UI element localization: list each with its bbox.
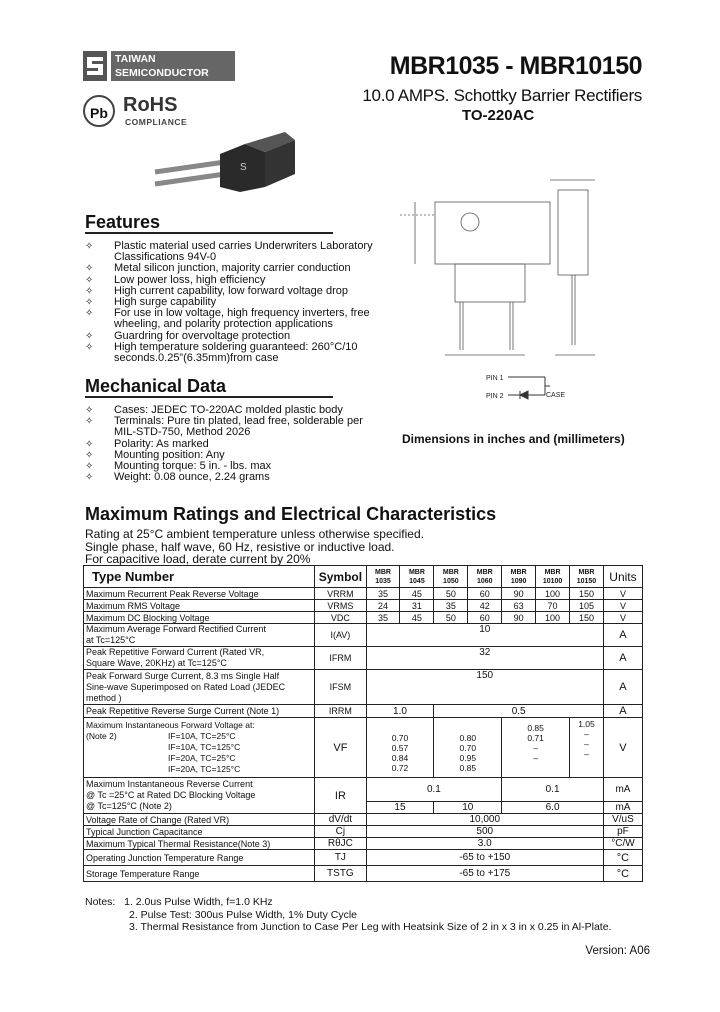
value-cell: 50 [434,588,468,600]
table-row [84,826,643,838]
param-label: Maximum DC Blocking Voltage [84,612,315,624]
list-item: ✧ Low power loss, high efficiency [85,273,266,286]
param-symbol: VF [315,718,366,778]
rating-conditions [85,528,424,566]
part-header: MBR 1035 [366,566,400,588]
unit-cell: A [603,670,642,705]
value-cell: 45 [400,612,434,624]
ratings-table [83,565,643,882]
ratings-heading: Maximum Ratings and Electrical Characteristics [85,504,497,524]
rohs-label: RoHS [123,94,178,116]
value-cell: 35 [366,612,400,624]
table-row [84,814,643,826]
param-label: Maximum Typical Thermal Resistance(Note 3) [84,838,315,850]
unit-cell: pF [603,826,642,838]
param-symbol: IR [315,778,366,814]
note-3: 3. Thermal Resistance from Junction to Case Per Leg with Heatsink Size of 2 in x 3 in x 0.25 in Al-Plate. [129,921,612,933]
brand-line2: SEMICONDUCTOR [115,67,209,79]
note-2: 2. Pulse Test: 300us Pulse Width, 1% Duty Cycle [129,908,357,921]
param-label: Maximum Instantaneous Forward Voltage at: (Note 2) IF=10A, TC=25°C IF=10A, TC=125°C IF=20A, TC=25°C IF=20A, TC=125°C [84,718,315,778]
pin1-label: PIN 1 [486,375,504,382]
value-cell: 60 [468,612,502,624]
param-symbol: dV/dt [315,814,366,826]
list-item: ✧ High current capability, low forward voltage drop [85,284,348,297]
param-label: Maximum Average Forward Rectified Current at Tc=125°C [84,624,315,647]
to220-package-icon [150,132,300,192]
param-symbol: Cj [315,826,366,838]
list-item: ✧ Guardring for overvoltage protection [85,329,291,342]
page-title: MBR1035 - MBR10150 [389,52,642,80]
pin2-label: PIN 2 [486,393,504,400]
unit-cell: mA [603,802,642,814]
unit-cell: V [603,600,642,612]
value-cell: 10 [366,624,603,647]
param-label: Voltage Rate of Change (Rated VR) [84,814,315,826]
unit-cell: A [603,647,642,670]
list-item: ✧ Cases: JEDEC TO-220AC molded plastic body [85,404,343,416]
company-logo [83,51,235,81]
rating-note-1: Rating at 25°C ambient temperature unless otherwise specified. [85,527,424,541]
list-item: ✧ For use in low voltage, high frequency inverters, free wheeling, and polarity protection applications [85,307,370,331]
features-heading: Features [85,212,161,232]
list-item: ✧ Metal silicon junction, majority carrier conduction [85,262,351,275]
ts-logo-icon [83,51,107,81]
value-cell: 10 [434,802,502,814]
table-row [84,718,643,778]
value-cell: 60 [468,588,502,600]
value-cell: 105 [570,600,604,612]
value-cell: 150 [570,612,604,624]
value-cell: 0.1 [366,778,502,802]
value-cell: 0.85 0.71 – – [502,718,570,778]
table-row [84,778,643,790]
mechanical-list [85,405,375,483]
list-item: ✧ Mounting torque: 5 in. - lbs. max [85,460,272,473]
package-name: TO-220AC [462,107,535,124]
value-cell: 24 [366,600,400,612]
company-name [111,51,235,81]
param-label: Typical Junction Capacitance [84,826,315,838]
case-label: CASE [546,392,566,399]
table-row [84,670,643,705]
unit-cell: °C [603,850,642,866]
notes-label: Notes: [85,896,116,908]
value-cell: 32 [366,647,603,670]
table-header-row [84,566,643,588]
list-item: ✧ High temperature soldering guaranteed: 260°C/10 seconds.0.25”(6.35mm)from case [85,340,358,365]
pb-free-icon: Pb [83,95,115,127]
param-label: Operating Junction Temperature Range [84,850,315,866]
value-cell: 63 [502,600,536,612]
param-label: Peak Repetitive Reverse Surge Current (Note 1) [84,705,315,718]
units-header: Units [603,566,642,588]
param-label: Peak Repetitive Forward Current (Rated VR, Square Wave, 20KHz) at Tc=125°C [84,647,315,670]
dimension-note: Dimensions in inches and (millimeters) [402,432,625,446]
value-cell: 6.0 [502,802,604,814]
value-cell: -65 to +150 [366,850,603,866]
part-header: MBR 10150 [570,566,604,588]
value-cell: 90 [502,588,536,600]
table-row [84,624,643,647]
table-row [84,866,643,882]
param-symbol: I(AV) [315,624,366,647]
value-cell: 90 [502,612,536,624]
unit-cell: mA [603,778,642,802]
unit-cell: °C/W [603,838,642,850]
param-symbol: VRRM [315,588,366,600]
value-cell: 0.80 0.70 0.95 0.85 [434,718,502,778]
value-cell: 70 [536,600,570,612]
value-cell: 0.1 [502,778,604,802]
version-label: Version: A06 [585,945,650,957]
value-cell: 10,000 [366,814,603,826]
unit-cell: °C [603,866,642,882]
unit-cell: A [603,705,642,718]
notes [85,896,611,934]
brand-line1: TAIWAN [115,53,156,65]
param-symbol: VRMS [315,600,366,612]
value-cell: 50 [434,612,468,624]
value-cell: 31 [400,600,434,612]
rating-note-2: Single phase, half wave, 60 Hz, resistive or inductive load. [85,539,395,554]
param-symbol: TSTG [315,866,366,882]
param-label: Maximum Recurrent Peak Reverse Voltage [84,588,315,600]
part-header: MBR 1060 [468,566,502,588]
part-header: MBR 1050 [434,566,468,588]
value-cell: 1.05 – – – [570,718,604,778]
list-item: ✧ Terminals: Pure tin plated, lead free, solderable per MIL-STD-750, Method 2026 [85,415,363,439]
param-symbol: VDC [315,612,366,624]
unit-cell: V [603,588,642,600]
param-label: Storage Temperature Range [84,866,315,882]
page-subtitle: 10.0 AMPS. Schottky Barrier Rectifiers [362,86,642,105]
param-symbol: IFRM [315,647,366,670]
param-label: Maximum RMS Voltage [84,600,315,612]
features-divider [85,232,333,234]
mechanical-divider [85,396,333,398]
type-number-header: Type Number [84,566,315,588]
param-symbol: TJ [315,850,366,866]
dimension-drawing [400,160,640,410]
value-cell: 42 [468,600,502,612]
symbol-header: Symbol [315,566,366,588]
table-row [84,588,643,600]
value-cell: 0.5 [434,705,604,718]
mechanical-heading: Mechanical Data [85,376,227,396]
rating-note-3: For capacitive load, derate current by 20% [85,552,311,566]
value-cell: 500 [366,826,603,838]
param-label: Maximum Instantaneous Reverse Current @ Tc =25°C at Rated DC Blocking Voltage @ Tc=125°C (Note 2) [84,778,315,814]
part-header: MBR 1090 [502,566,536,588]
table-row [84,850,643,866]
list-item: ✧ Polarity: As marked [85,437,209,450]
features-list [85,241,375,364]
value-cell: 150 [570,588,604,600]
value-cell: 100 [536,588,570,600]
value-cell: 100 [536,612,570,624]
rohs-compliance: COMPLIANCE [125,117,188,127]
param-label: Peak Forward Surge Current, 8.3 ms Single Half Sine-wave Superimposed on Rated Load (JEDEC method ) [84,670,315,705]
value-cell: 0.70 0.57 0.84 0.72 [366,718,434,778]
part-header: MBR 10100 [536,566,570,588]
value-cell: -65 to +175 [366,866,603,882]
param-symbol: IFSM [315,670,366,705]
value-cell: 1.0 [366,705,434,718]
note-1: 1. 2.0us Pulse Width, f=1.0 KHz [124,896,273,908]
param-symbol: RθJC [315,838,366,850]
unit-cell: V [603,718,642,778]
list-item: ✧ Weight: 0.08 ounce, 2.24 grams [85,471,270,484]
unit-cell: V [603,612,642,624]
unit-cell: V/uS [603,814,642,826]
table-row [84,600,643,612]
table-row [84,612,643,624]
svg-text:S: S [240,162,247,173]
value-cell: 35 [434,600,468,612]
list-item: ✧ Plastic material used carries Underwriters Laboratory Classifications 94V-0 [85,240,373,264]
table-row [84,647,643,670]
value-cell: 150 [366,670,603,705]
value-cell: 35 [366,588,400,600]
value-cell: 15 [366,802,434,814]
value-cell: 3.0 [366,838,603,850]
list-item: ✧ Mounting position: Any [85,448,225,461]
part-header: MBR 1045 [400,566,434,588]
table-row [84,705,643,718]
unit-cell: A [603,624,642,647]
list-item: ✧ High surge capability [85,296,217,309]
value-cell: 45 [400,588,434,600]
table-row [84,838,643,850]
param-symbol: IRRM [315,705,366,718]
